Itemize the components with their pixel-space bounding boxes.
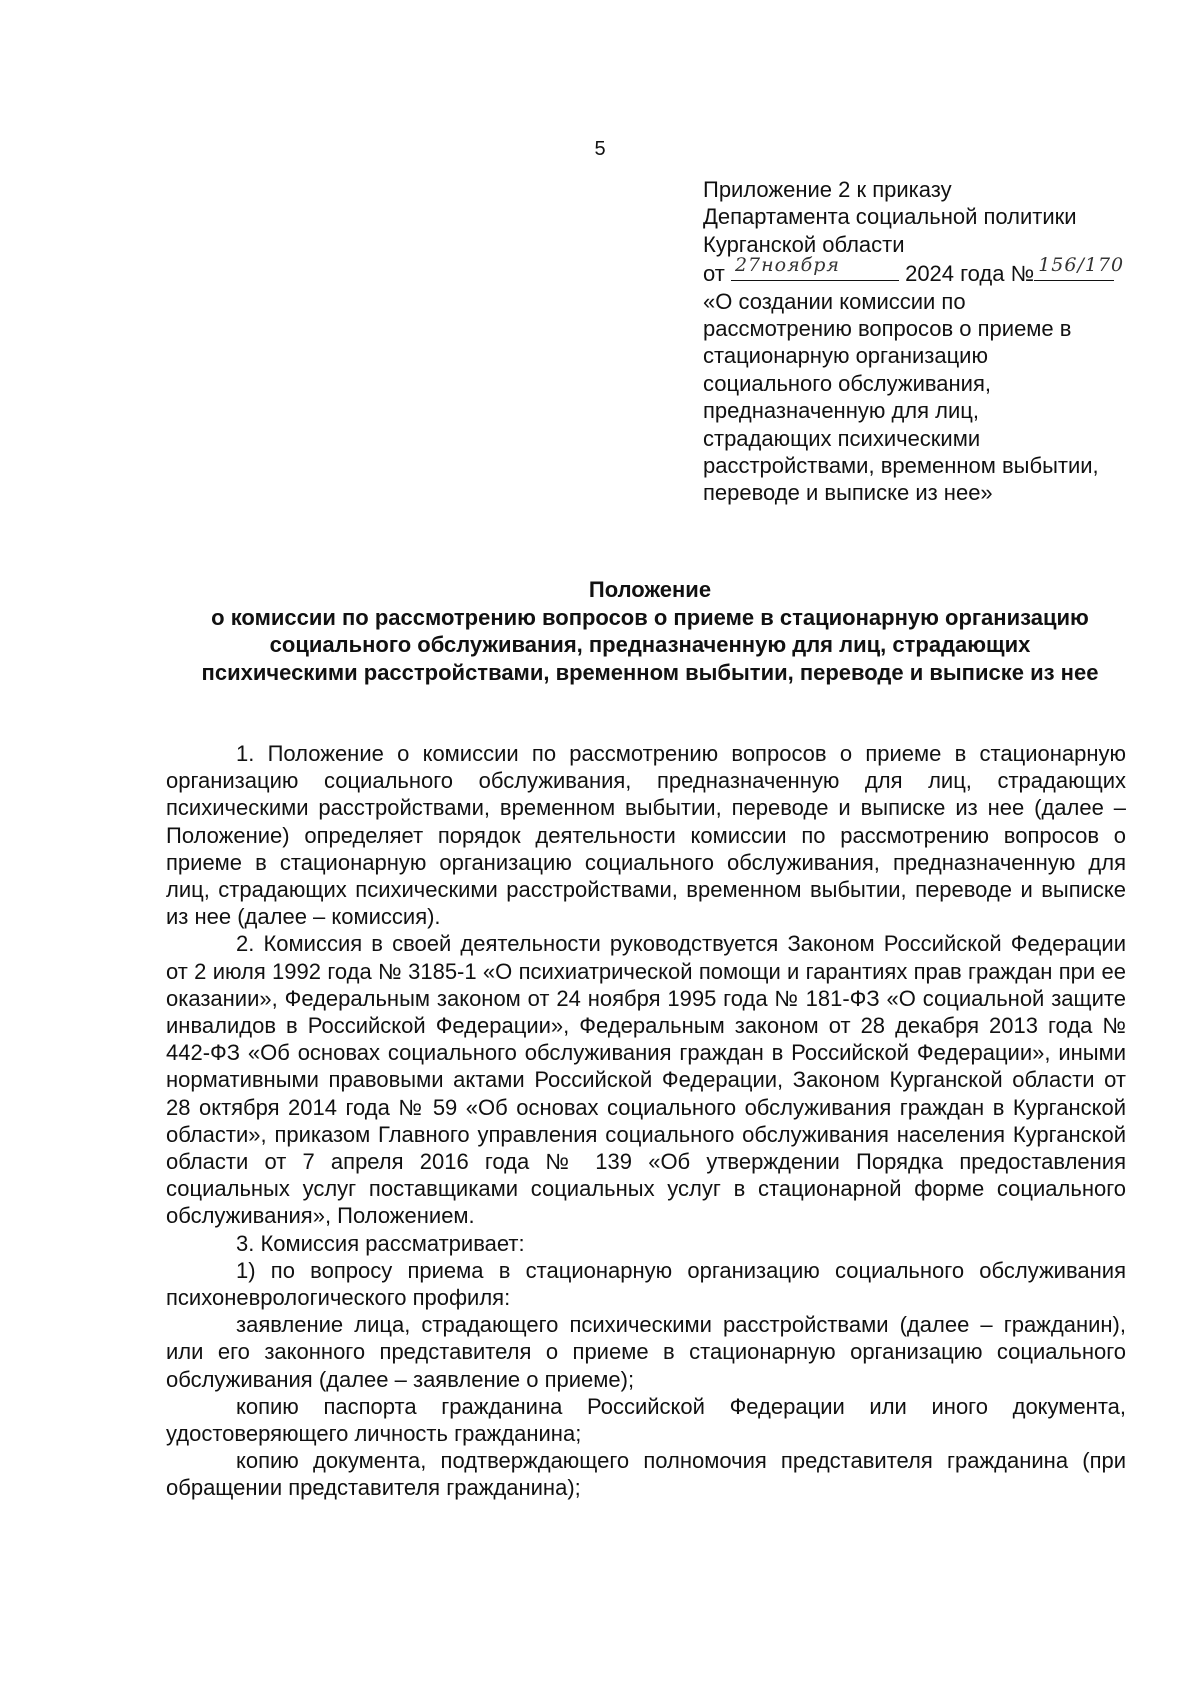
title-line: социального обслуживания, предназначенную для лиц, страдающих xyxy=(269,632,1031,657)
paragraph: 2. Комиссия в своей деятельности руководствуется Законом Российской Федерации от 2 июля 1992 года № 3185-1 «О психиатрической помощи и гарантиях прав граждан при ее оказании», Федеральным законом от 24 ноября 1995 года № 181-ФЗ «О социальной защите инвалидов в Российской Федерации», Федеральным законом от 28 декабря 2013 года № 442-ФЗ «Об основах социального обслуживания граждан в Российской Федерации», иными нормативными правовыми актами Российской Федерации, Законом Курганской области от 28 октября 2014 года № 59 «Об основах социального обслуживания граждан в Курганской области», приказом Главного управления социального обслуживания населения Курганской области от 7 апреля 2016 года № 139 «Об утверждении Порядка предоставления социальных услуг поставщиками социальных услуг в стационарной форме социального обслуживания», Положением. xyxy=(166,931,1126,1229)
paragraph: копию паспорта гражданина Российской Федерации или иного документа, удостоверяющего личность гражданина; xyxy=(166,1393,1126,1447)
appendix-block xyxy=(703,176,1143,507)
paragraph: 3. Комиссия рассматривает: xyxy=(236,1230,525,1256)
document-title xyxy=(150,576,1150,686)
appendix-date-line xyxy=(703,253,1143,287)
handwritten-number: 156/170 xyxy=(1038,253,1125,276)
appendix-line: Департамента социальной политики xyxy=(703,204,1077,230)
appendix-subject-line: страдающих психическими xyxy=(703,425,981,451)
appendix-subject-line: расстройствами, временном выбытии, xyxy=(703,453,1099,479)
paragraph: 1. Положение о комиссии по рассмотрению вопросов о приеме в стационарную организацию социального обслуживания, предназначенную для лиц, страдающих психическими расстройствами, временном выбытии, переводе и выписке из нее (далее – Положение) определяет порядок деятельности комиссии по рассмотрению вопросов о приеме в стационарную организацию социального обслуживания, предназначенную для лиц, страдающих психическими расстройствами, временном выбытии, переводе и выписке из нее (далее – комиссия). xyxy=(166,741,1126,930)
appendix-subject-line: рассмотрению вопросов о приеме в xyxy=(703,316,1072,342)
appendix-subject-line: социального обслуживания, xyxy=(703,370,991,396)
year-text: 2024 года № xyxy=(905,261,1035,287)
paragraph: 1) по вопросу приема в стационарную организацию социального обслуживания психоневрологического профиля: xyxy=(166,1257,1126,1311)
appendix-subject-line: стационарную организацию xyxy=(703,343,988,369)
appendix-subject-line: переводе и выписке из нее» xyxy=(703,480,993,506)
title-heading: Положение xyxy=(588,577,712,602)
paragraph: заявление лица, страдающего психическими расстройствами (далее – гражданин), или его законного представителя о приеме в стационарную организацию социального обслуживания (далее – заявление о приеме); xyxy=(166,1312,1126,1392)
page-number: 5 xyxy=(594,138,606,160)
handwritten-date-field xyxy=(731,253,899,281)
handwritten-date: 27ноября xyxy=(734,253,841,276)
date-prefix: от xyxy=(703,261,725,287)
document-body xyxy=(166,740,1126,1502)
appendix-line: Курганской области xyxy=(703,231,905,257)
paragraph: копию документа, подтверждающего полномочия представителя гражданина (при обращении представителя гражданина); xyxy=(166,1448,1126,1501)
appendix-subject-line: «О создании комиссии по xyxy=(703,288,966,314)
appendix-subject-line: предназначенную для лиц, xyxy=(703,398,980,424)
appendix-line: Приложение 2 к приказу xyxy=(703,177,952,202)
title-line: психическими расстройствами, временном выбытии, переводе и выписке из нее xyxy=(201,659,1099,685)
handwritten-number-field xyxy=(1034,253,1125,281)
title-line: о комиссии по рассмотрению вопросов о приеме в стационарную организацию xyxy=(211,604,1089,630)
